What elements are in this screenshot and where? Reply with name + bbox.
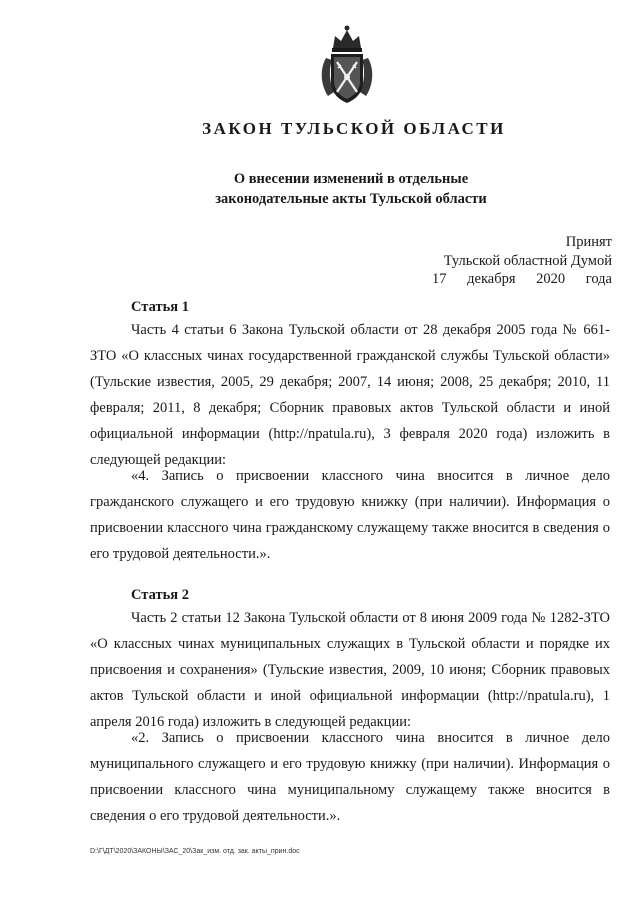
article-1-heading: Статья 1: [131, 299, 189, 315]
article-2-quote: «2. Запись о присвоении классного чина вносится в личное дело муниципального служащего и его трудовую книжку (при наличии). Информация о присвоении классного чина муниципальному служащему также вносится в сведения о его трудовой деятельности.».: [90, 730, 610, 824]
law-title: ЗАКОН ТУЛЬСКОЙ ОБЛАСТИ: [202, 119, 506, 138]
coat-of-arms-icon: [316, 24, 378, 106]
adopted-label: Принят: [565, 234, 612, 250]
adoption-month: декабря: [467, 271, 516, 287]
adoption-year-word: года: [585, 271, 612, 287]
article-2-heading: Статья 2: [131, 587, 189, 603]
file-path-footer: D:\Г\ДТ\2020\ЗАКОНЫ\ЗАС_20\Зак_изм. отд. зак. акты_прин.doc: [90, 848, 300, 855]
adopted-by: Тульской областной Думой: [443, 252, 612, 269]
subtitle-line-1: О внесении изменений в отдельные: [233, 171, 469, 187]
article-1-intro: Часть 4 статьи 6 Закона Тульской области от 28 декабря 2005 года № 661-ЗТО «О классных чинах государственной гражданской службы Тульской области» (Тульские известия, 2005, 29 декабря; 2007, 14 июня; 2008, 25 декабря; 2010, 11 февраля; 2011, 8 декабря; Сборник правовых актов Тульской области и иной официальной информации (http://npatula.ru), 3 февраля 2020 года) изложить в следующей редакции:: [90, 322, 610, 468]
article-1-quote: «4. Запись о присвоении классного чина вносится в личное дело гражданского служащего и его трудовую книжку (при наличии). Информация о присвоении классного чина гражданскому служащему также вносится в сведения о его трудовой деятельности.».: [90, 468, 610, 562]
law-subtitle: [0, 169, 640, 209]
adoption-block: [432, 233, 612, 289]
subtitle-line-2: законодательные акты Тульской области: [215, 191, 487, 207]
article-2-intro: Часть 2 статьи 12 Закона Тульской области от 8 июня 2009 года № 1282-ЗТО «О классных чинах муниципальных служащих в Тульской области и порядке их присвоения и сохранения» (Тульские известия, 2009, 10 июня; Сборник правовых актов Тульской области и иной официальной информации (http://npatula.ru), 1 апреля 2016 года) изложить в следующей редакции:: [90, 610, 610, 730]
adoption-year: 2020: [536, 271, 566, 287]
adoption-date: [432, 270, 612, 289]
adoption-day: 17: [432, 271, 447, 287]
